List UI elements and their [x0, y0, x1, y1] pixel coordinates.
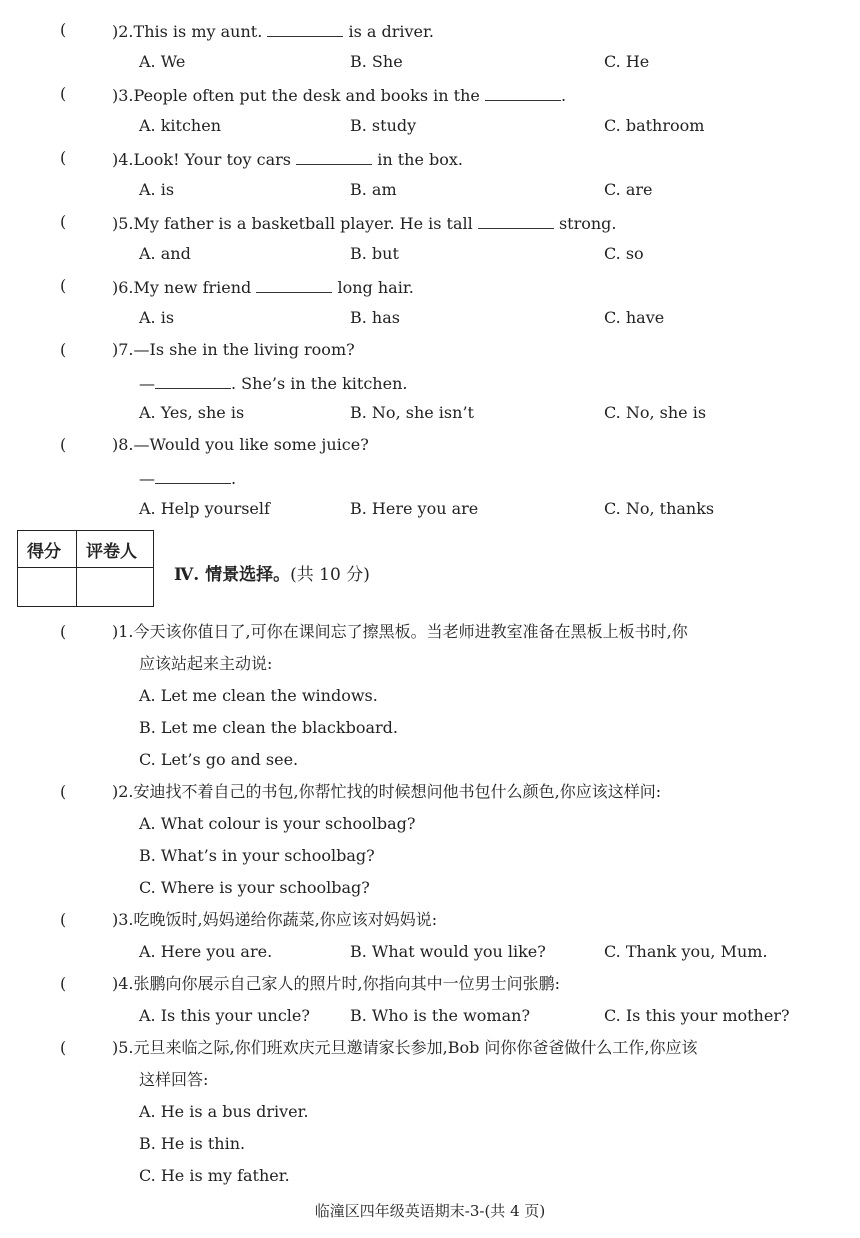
- option-a[interactable]: A. Is this your uncle?: [139, 1006, 310, 1025]
- answer-paren[interactable]: (: [60, 212, 67, 231]
- answer-paren[interactable]: (: [60, 20, 67, 39]
- score-box: [17, 530, 154, 607]
- option-a[interactable]: A. kitchen: [139, 116, 222, 135]
- answer-blank[interactable]: [296, 146, 372, 165]
- question-4-5: )5.元旦来临之际,你们班欢庆元旦邀请家长参加,Bob 问你你爸爸做什么工作,你应该: [112, 1038, 698, 1057]
- option-a[interactable]: A. Let me clean the windows.: [139, 686, 378, 705]
- answer-blank[interactable]: [155, 465, 231, 484]
- answer-paren[interactable]: (: [60, 84, 67, 103]
- answer-blank[interactable]: [155, 370, 231, 389]
- question-3-2: )2.This is my aunt. is a driver.: [112, 18, 434, 42]
- option-b[interactable]: B. She: [350, 52, 403, 71]
- option-b[interactable]: B. but: [350, 244, 399, 263]
- option-c[interactable]: C. have: [604, 308, 665, 327]
- grader-label: 评卷人: [86, 542, 137, 562]
- question-3-7-line2: — . She’s in the kitchen.: [139, 370, 407, 394]
- option-c[interactable]: C. Is this your mother?: [604, 1006, 790, 1025]
- answer-blank[interactable]: [267, 18, 343, 37]
- option-b[interactable]: B. What’s in your schoolbag?: [139, 846, 375, 865]
- option-a[interactable]: A. Help yourself: [139, 499, 270, 518]
- option-a[interactable]: A. Yes, she is: [139, 403, 245, 422]
- answer-paren[interactable]: (: [60, 435, 67, 454]
- answer-paren[interactable]: (: [60, 782, 67, 801]
- question-3-5: )5.My father is a basketball player. He is tall strong.: [112, 210, 617, 234]
- option-c[interactable]: C. Let’s go and see.: [139, 750, 299, 769]
- answer-blank[interactable]: [478, 210, 554, 229]
- answer-paren[interactable]: (: [60, 340, 67, 359]
- answer-paren[interactable]: (: [60, 276, 67, 295]
- answer-paren[interactable]: (: [60, 622, 67, 641]
- answer-paren[interactable]: (: [60, 974, 67, 993]
- question-3-3: )3.People often put the desk and books in the .: [112, 82, 566, 106]
- option-c[interactable]: C. He is my father.: [139, 1166, 290, 1185]
- answer-paren[interactable]: (: [60, 148, 67, 167]
- option-b[interactable]: B. study: [350, 116, 417, 135]
- option-c[interactable]: C. Thank you, Mum.: [604, 942, 768, 961]
- score-box-divider: [76, 531, 77, 606]
- option-c[interactable]: C. bathroom: [604, 116, 705, 135]
- question-3-7: )7.—Is she in the living room?: [112, 340, 355, 359]
- option-b[interactable]: B. has: [350, 308, 400, 327]
- option-b[interactable]: B. Here you are: [350, 499, 479, 518]
- option-b[interactable]: B. Who is the woman?: [350, 1006, 531, 1025]
- option-a[interactable]: A. We: [139, 52, 186, 71]
- option-b[interactable]: B. What would you like?: [350, 942, 546, 961]
- option-b[interactable]: B. He is thin.: [139, 1134, 246, 1153]
- answer-paren[interactable]: (: [60, 910, 67, 929]
- question-4-4: )4.张鹏向你展示自己家人的照片时,你指向其中一位男士问张鹏:: [112, 974, 560, 993]
- option-c[interactable]: C. are: [604, 180, 653, 199]
- option-b[interactable]: B. am: [350, 180, 397, 199]
- answer-paren[interactable]: (: [60, 1038, 67, 1057]
- option-a[interactable]: A. is: [139, 180, 175, 199]
- option-a[interactable]: A. He is a bus driver.: [139, 1102, 309, 1121]
- option-a[interactable]: A. is: [139, 308, 175, 327]
- option-a[interactable]: A. Here you are.: [139, 942, 273, 961]
- option-c[interactable]: C. No, she is: [604, 403, 707, 422]
- option-c[interactable]: C. so: [604, 244, 644, 263]
- option-c[interactable]: C. Where is your schoolbag?: [139, 878, 370, 897]
- question-4-3: )3.吃晚饭时,妈妈递给你蔬菜,你应该对妈妈说:: [112, 910, 438, 929]
- option-b[interactable]: B. No, she isn’t: [350, 403, 474, 422]
- option-a[interactable]: A. and: [139, 244, 191, 263]
- answer-blank[interactable]: [256, 274, 332, 293]
- question-3-8-line2: — .: [139, 465, 236, 489]
- answer-blank[interactable]: [485, 82, 561, 101]
- question-3-8: )8.—Would you like some juice?: [112, 435, 369, 454]
- option-c[interactable]: C. He: [604, 52, 650, 71]
- question-4-2: )2.安迪找不着自己的书包,你帮忙找的时候想问他书包什么颜色,你应该这样问:: [112, 782, 662, 801]
- question-4-5-line2: 这样回答:: [139, 1070, 209, 1089]
- score-label: 得分: [27, 542, 61, 562]
- section-heading: Ⅳ. 情景选择。(共 10 分): [174, 565, 370, 585]
- question-4-1: )1.今天该你值日了,可你在课间忘了擦黑板。当老师进教室准备在黑板上板书时,你: [112, 622, 688, 641]
- option-b[interactable]: B. Let me clean the blackboard.: [139, 718, 398, 737]
- option-a[interactable]: A. What colour is your schoolbag?: [139, 814, 416, 833]
- score-box-divider: [18, 567, 153, 568]
- question-3-4: )4.Look! Your toy cars in the box.: [112, 146, 463, 170]
- option-c[interactable]: C. No, thanks: [604, 499, 715, 518]
- question-4-1-line2: 应该站起来主动说:: [139, 654, 273, 673]
- page-footer: 临潼区四年级英语期末-3-(共 4 页): [314, 1202, 546, 1220]
- question-3-6: )6.My new friend long hair.: [112, 274, 414, 298]
